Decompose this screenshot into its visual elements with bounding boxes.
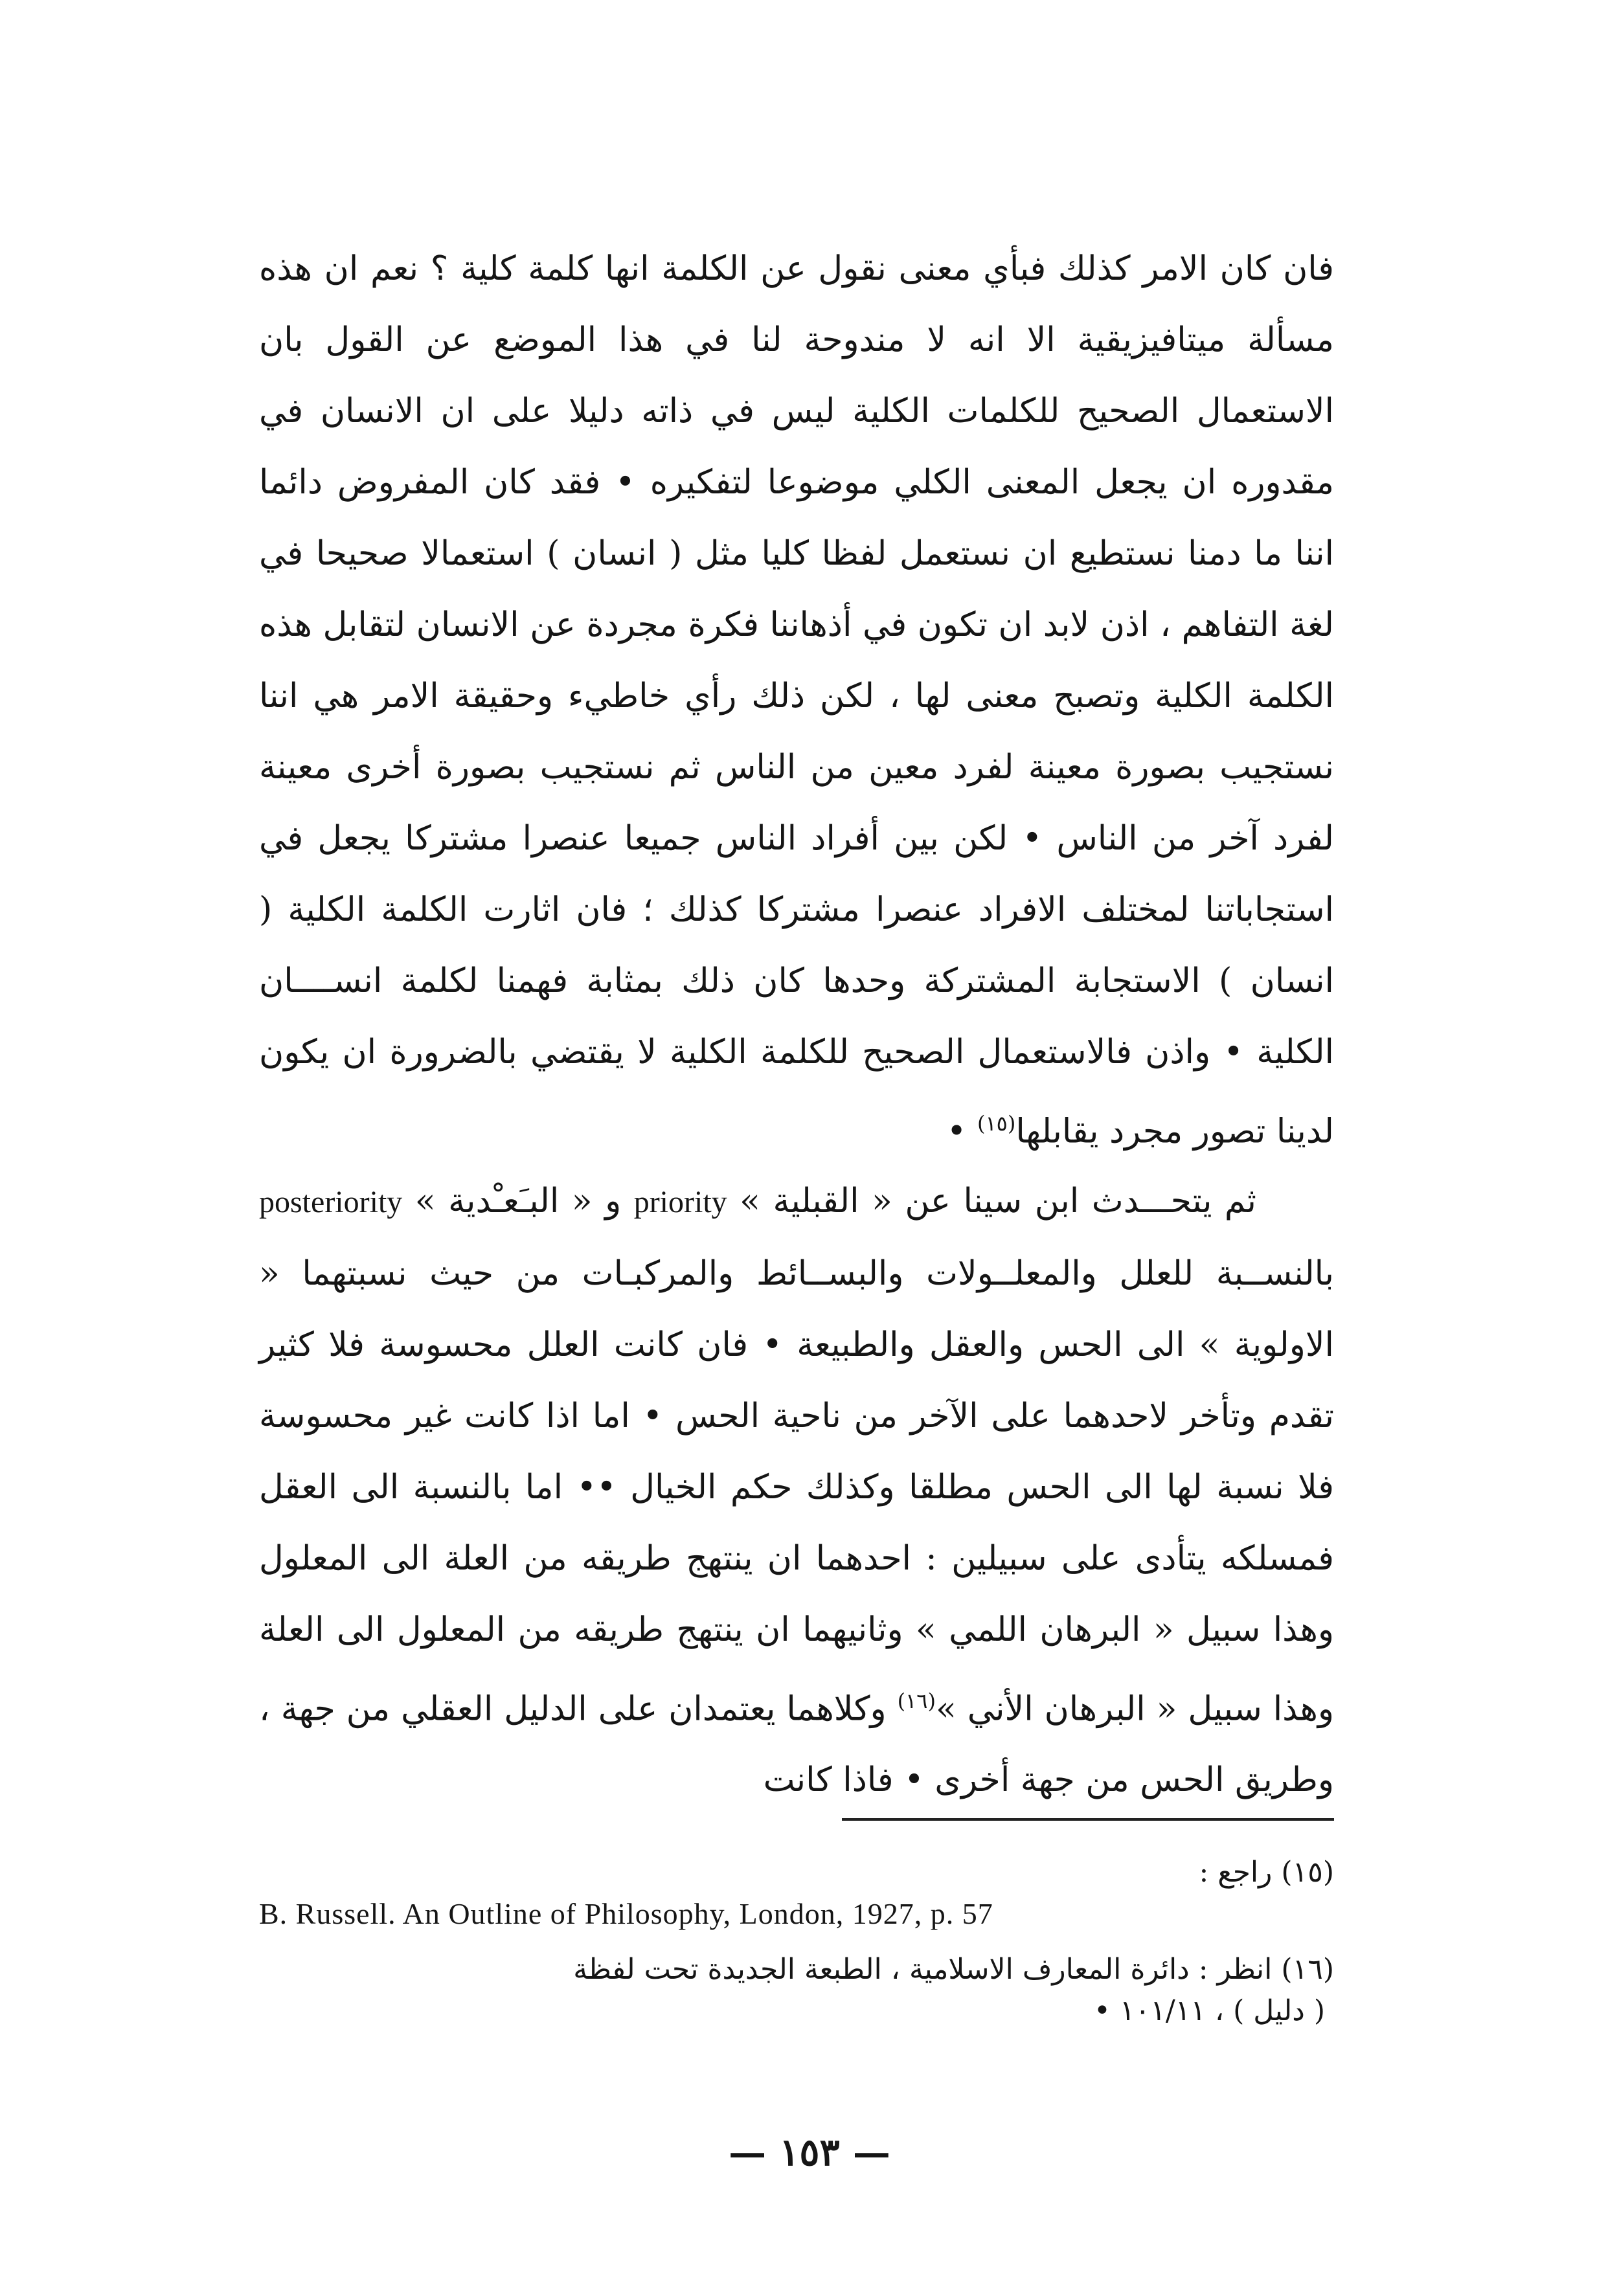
footnote-ref-16[interactable]: (١٦) bbox=[897, 1689, 936, 1713]
footnote-divider bbox=[842, 1818, 1334, 1821]
paragraph-1-end: • bbox=[946, 1112, 977, 1151]
footnote-16-line-1: (١٦) انظر : دائرة المعارف الاسلامية ، الطبعة الجديدة تحت لفظة bbox=[573, 1953, 1334, 1986]
paragraph-1 bbox=[259, 233, 1334, 1167]
paragraph-2-part-4: وكلاهما يعتمدان على الدليل العقلي من جهة ، وطريق الحس من جهة أخرى • فاذا كانت bbox=[259, 1689, 1334, 1800]
term-priority: priority bbox=[633, 1185, 727, 1219]
footnote-15-label: (١٥) راجع : bbox=[1199, 1856, 1334, 1889]
footnotes bbox=[259, 1852, 1334, 2032]
paragraph-1-text: فان كان الامر كذلك فبأي معنى نقول عن الكلمة انها كلمة كلية ؟ نعم ان هذه مسألة ميتافيزيقية الا انه لا مندوحة لنا في هذا الموضع عن القول بان الاستعمال الصحيح للكلمات الكلية ليس في ذاته دليلا على ان الانسان في مقدوره ان يجعل المعنى الكلي موضوعا لتفكيره • فقد كان المفروض دائما اننا ما دمنا نستطيع ان نستعمل لفظا كليا مثل ( انسان ) استعمالا صحيحا في لغة التفاهم ، اذن لابد ان تكون في أذهاننا فكرة مجردة عن الانسان لتقابل هذه الكلمة الكلية وتصبح معنى لها ، لكن ذلك رأي خاطيء وحقيقة الامر هي اننا نستجيب بصورة معينة لفرد معين من الناس ثم نستجيب بصورة أخرى معينة لفرد آخر من الناس • لكن بين أفراد الناس جميعا عنصرا مشتركا يجعل في استجاباتنا لمختلف الافراد عنصرا مشتركا كذلك ؛ فان اثارت الكلمة الكلية ( انسان ) الاستجابة المشتركة وحدها كان ذلك بمثابة فهمنا لكلمة انســــان الكلية • واذن فالاستعمال الصحيح للكلمة الكلية لا يقتضي بالضرورة ان يكون لدينا تصور مجرد يقابلها bbox=[259, 249, 1334, 1151]
paragraph-2-part-2: و « البـَعـْدية » bbox=[402, 1182, 634, 1221]
paragraph-2 bbox=[259, 1165, 1334, 1816]
term-posteriority: posteriority bbox=[259, 1185, 403, 1219]
paragraph-2-part-3: بالنســبة للعلل والمعلــولات والبســائط والمركبـات من حيث نسبتهما « الاولوية » الى الحس والعقل والطبيعة • فان كانت العلل محسوسة فلا كثير تقدم وتأخر لاحدهما على الآخر من ناحية الحس • اما اذا كانت غير محسوسة فلا نسبة لها الى الحس مطلقا وكذلك حكم الخيال •• اما بالنسبة الى العقل فمسلكه يتأدى على سبيلين : احدهما ان ينتهج طريقه من العلة الى المعلول وهذا سبيل « البرهان اللمي » وثانيهما ان ينتهج طريقه من المعلول الى العلة وهذا سبيل « البرهان الأني » bbox=[259, 1254, 1334, 1729]
footnote-16-line-2: ( دليل ) ، ١٠١/١١ • bbox=[1093, 1994, 1325, 2027]
page-number: — ١٥٣ — bbox=[729, 2130, 890, 2174]
footnote-ref-15[interactable]: (١٥) bbox=[977, 1111, 1016, 1136]
footnote-15-citation: B. Russell. An Outline of Philosophy, London, 1927, p. 57 bbox=[259, 1897, 993, 1930]
paragraph-2-part-1: ثم يتحـــدث ابن سينا عن « القبلية » bbox=[727, 1182, 1256, 1221]
